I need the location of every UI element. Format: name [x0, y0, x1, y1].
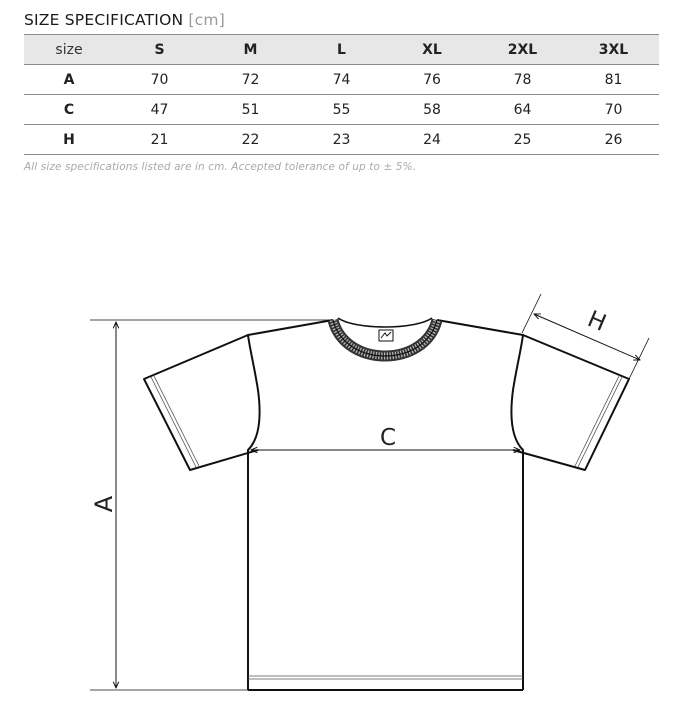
dimension-a — [90, 320, 333, 690]
column-header: 3XL — [568, 35, 659, 65]
table-cell: 24 — [387, 125, 477, 155]
column-header: M — [205, 35, 296, 65]
column-header: XL — [387, 35, 477, 65]
row-label: C — [24, 95, 114, 125]
table-cell: 58 — [387, 95, 477, 125]
dimension-label-h: H — [583, 306, 610, 337]
table-cell: 55 — [296, 95, 387, 125]
dimension-h — [522, 294, 649, 379]
column-header-size: size — [24, 35, 114, 65]
row-label: H — [24, 125, 114, 155]
dimension-label-c: C — [379, 425, 397, 451]
table-cell: 25 — [477, 125, 568, 155]
table-cell: 74 — [296, 65, 387, 95]
table-cell: 51 — [205, 95, 296, 125]
title-unit: [cm] — [188, 11, 225, 29]
table-cell: 64 — [477, 95, 568, 125]
tolerance-note: All size specifications listed are in cm. Accepted tolerance of up to ± 5%. — [24, 161, 417, 173]
title-main: SIZE SPECIFICATION — [24, 11, 184, 29]
dimension-label-a: A — [90, 495, 118, 513]
stitch-lines — [151, 376, 622, 679]
table-cell: 76 — [387, 65, 477, 95]
table-cell: 26 — [568, 125, 659, 155]
brand-label-icon — [379, 330, 393, 341]
column-header: S — [114, 35, 205, 65]
table-cell: 22 — [205, 125, 296, 155]
row-label: A — [24, 65, 114, 95]
table-cell: 47 — [114, 95, 205, 125]
table-cell: 70 — [114, 65, 205, 95]
table-cell: 21 — [114, 125, 205, 155]
table-cell: 23 — [296, 125, 387, 155]
table-cell: 70 — [568, 95, 659, 125]
table-cell: 78 — [477, 65, 568, 95]
column-header: 2XL — [477, 35, 568, 65]
tshirt-outline — [144, 320, 629, 690]
column-header: L — [296, 35, 387, 65]
table-cell: 81 — [568, 65, 659, 95]
table-cell: 72 — [205, 65, 296, 95]
